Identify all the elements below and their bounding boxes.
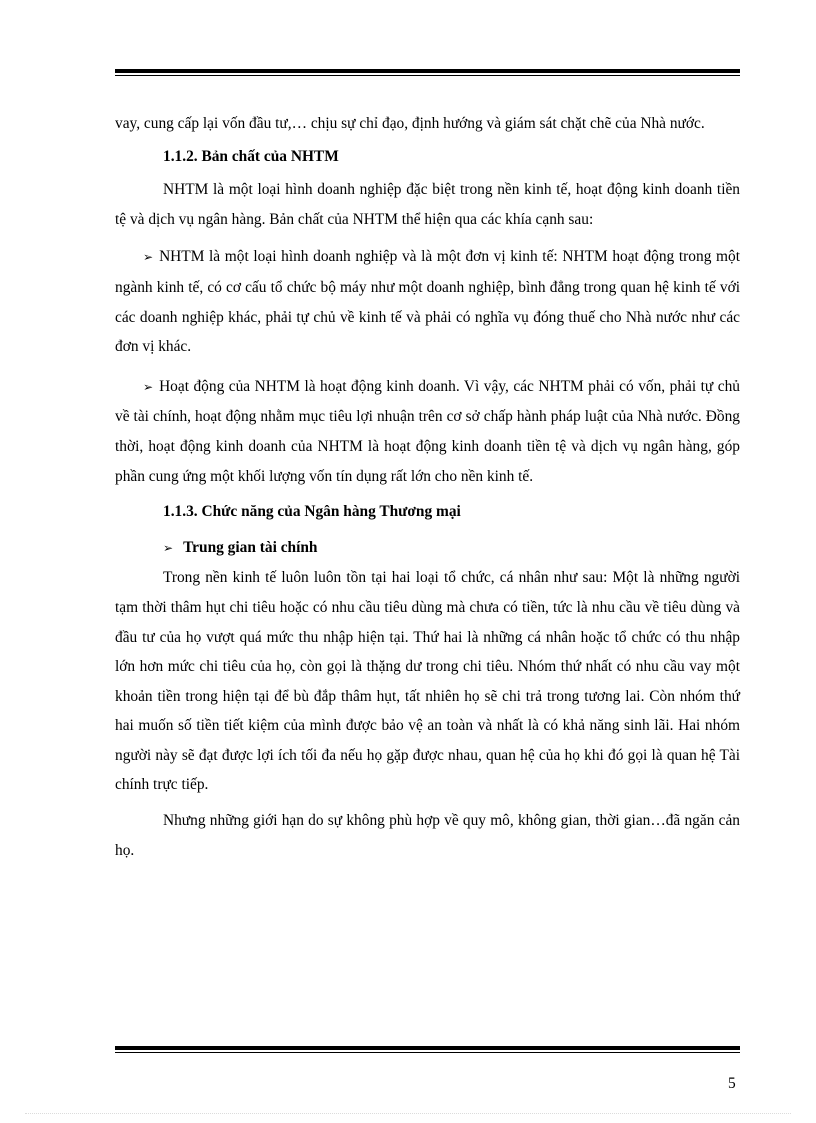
page-edge-divider bbox=[25, 1113, 791, 1114]
footer-rule bbox=[115, 1046, 740, 1053]
arrow-bullet-icon: ➢ bbox=[143, 250, 154, 265]
section-heading-1-1-2: 1.1.2. Bản chất của NHTM bbox=[163, 147, 339, 165]
subsection-heading bbox=[115, 533, 740, 564]
section-intro-paragraph: NHTM là một loại hình doanh nghiệp đặc biệt trong nền kinh tế, hoạt động kinh doanh tiền tệ và dịch vụ ngân hàng. Bản chất của NHTM thể hiện qua các khía cạnh sau: bbox=[115, 181, 740, 228]
bullet-item bbox=[115, 242, 740, 361]
continued-paragraph: vay, cung cấp lại vốn đầu tư,… chịu sự chỉ đạo, định hướng và giám sát chặt chẽ của Nhà nước. bbox=[115, 115, 705, 132]
section-heading-1-1-3: 1.1.3. Chức năng của Ngân hàng Thương mại bbox=[163, 503, 461, 521]
body-paragraph: Nhưng những giới hạn do sự không phù hợp về quy mô, không gian, thời gian…đã ngăn cản họ. bbox=[115, 812, 740, 859]
bullet-item bbox=[115, 372, 740, 491]
page-body bbox=[115, 109, 740, 865]
body-paragraph: Trong nền kinh tế luôn luôn tồn tại hai loại tổ chức, cá nhân như sau: Một là những người tạm thời thâm hụt chi tiêu hoặc có nhu cầu tiêu dùng mà chưa có tiền, tức là nhu cầu về tiêu dùng và đầu tư của họ vượt quá mức thu nhập hiện tại. Thứ hai là những cá nhân hoặc tổ chức có thu nhập lớn hơn mức chi tiêu của họ, còn gọi là thặng dư trong chi tiêu. Nhóm thứ nhất có nhu cầu vay một khoản tiền trong hiện tại để bù đắp thâm hụt, tất nhiên họ sẽ chi trả trong tương lai. Còn nhóm thứ hai muốn số tiền tiết kiệm của mình được bảo vệ an toàn và nhất là có khả năng sinh lãi. Hai nhóm người này sẽ đạt được lợi ích tối đa nếu họ gặp được nhau, quan hệ của họ khi đó gọi là quan hệ Tài chính trực tiếp. bbox=[115, 569, 740, 794]
header-rule bbox=[115, 69, 740, 76]
arrow-bullet-icon: ➢ bbox=[163, 540, 174, 555]
bullet-text: NHTM là một loại hình doanh nghiệp và là một đơn vị kinh tế: NHTM hoạt động trong một ngành kinh tế, có cơ cấu tổ chức bộ máy như một doanh nghiệp, bình đẳng trong quan hệ kinh tế với các doanh nghiệp khác, phải tự chủ về kinh tế và phải có nghĩa vụ đóng thuế cho Nhà nước như các đơn vị khác. bbox=[115, 248, 740, 356]
arrow-bullet-icon: ➢ bbox=[143, 379, 154, 394]
subsection-heading-text: Trung gian tài chính bbox=[183, 538, 318, 556]
bullet-text: Hoạt động của NHTM là hoạt động kinh doanh. Vì vậy, các NHTM phải có vốn, phải tự chủ về tài chính, hoạt động nhằm mục tiêu lợi nhuận trên cơ sở chấp hành pháp luật của Nhà nước. Đồng thời, hoạt động kinh doanh của NHTM là hoạt động kinh doanh tiền tệ và dịch vụ ngân hàng, góp phần cung ứng một khối lượng vốn tín dụng rất lớn cho nền kinh tế. bbox=[115, 377, 740, 485]
page-number: 5 bbox=[728, 1075, 736, 1092]
